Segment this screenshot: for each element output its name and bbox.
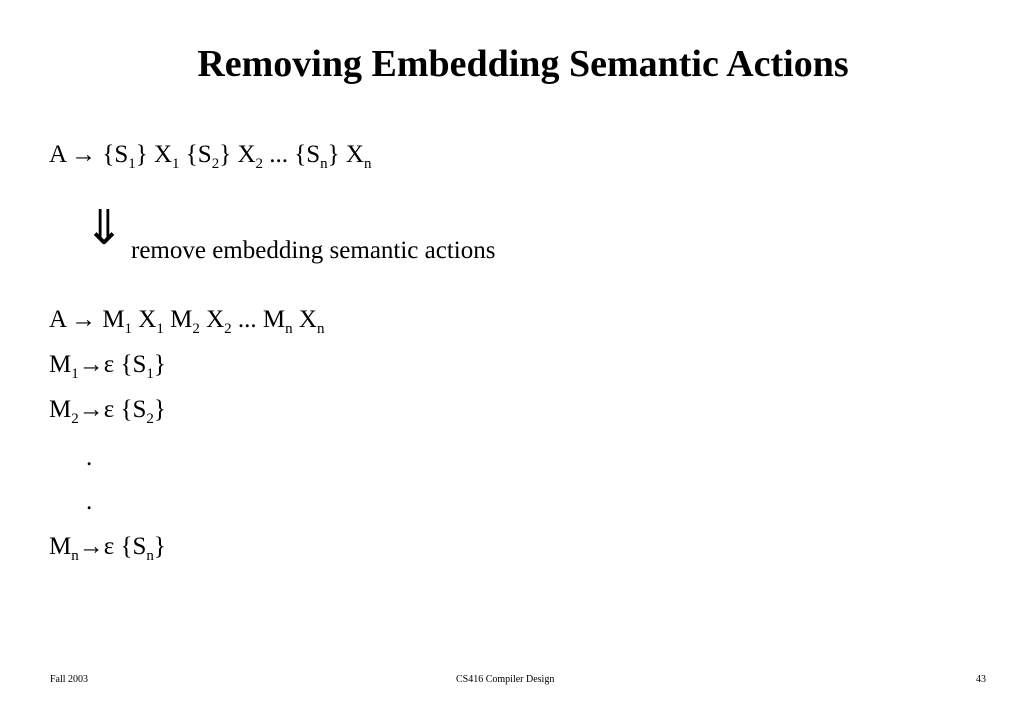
marker-rhs: ε $\{S_1\}$ (103, 351, 166, 382)
transformed-production (49, 304, 324, 336)
marker-production-n (49, 531, 166, 563)
footer-course: CS416 Compiler Design (456, 674, 555, 685)
slide-title: Removing Embedding Semantic Actions (197, 43, 849, 85)
ellipsis-dot: . (86, 488, 93, 515)
production-rhs: $\{S_1\}$ $X_1$ $\{S_2\}$ $X_2$ ... $\{S_n\}$ $X_n$ (96, 141, 372, 172)
footer-page-number: 43 (976, 674, 986, 685)
derives-arrow: → (78, 351, 104, 378)
production-rhs: $M_1$ $X_1$ $M_2$ $X_2$ ... $M_n$ $X_n$ (102, 306, 325, 337)
marker-lhs: $M_2$ (49, 396, 79, 427)
down-arrow-icon: ⇓ (84, 200, 125, 256)
ellipsis-dot: . (86, 444, 93, 471)
transformation-note: remove embedding semantic actions (131, 237, 496, 264)
footer-date: Fall 2003 (50, 674, 89, 685)
production-lhs: A (49, 141, 68, 168)
production-lhs: A (49, 306, 68, 333)
marker-rhs: ε $\{S_2\}$ (103, 396, 166, 427)
derives-arrow: → (71, 141, 97, 168)
derives-arrow: → (78, 396, 104, 423)
marker-production-1 (49, 349, 166, 381)
original-production (49, 139, 371, 171)
marker-production-2 (49, 394, 166, 426)
derives-arrow: → (78, 533, 104, 560)
derives-arrow: → (71, 306, 97, 333)
marker-rhs: ε $\{S_n\}$ (103, 533, 166, 564)
marker-lhs: $M_1$ (49, 351, 79, 382)
marker-lhs: $M_n$ (49, 533, 79, 564)
